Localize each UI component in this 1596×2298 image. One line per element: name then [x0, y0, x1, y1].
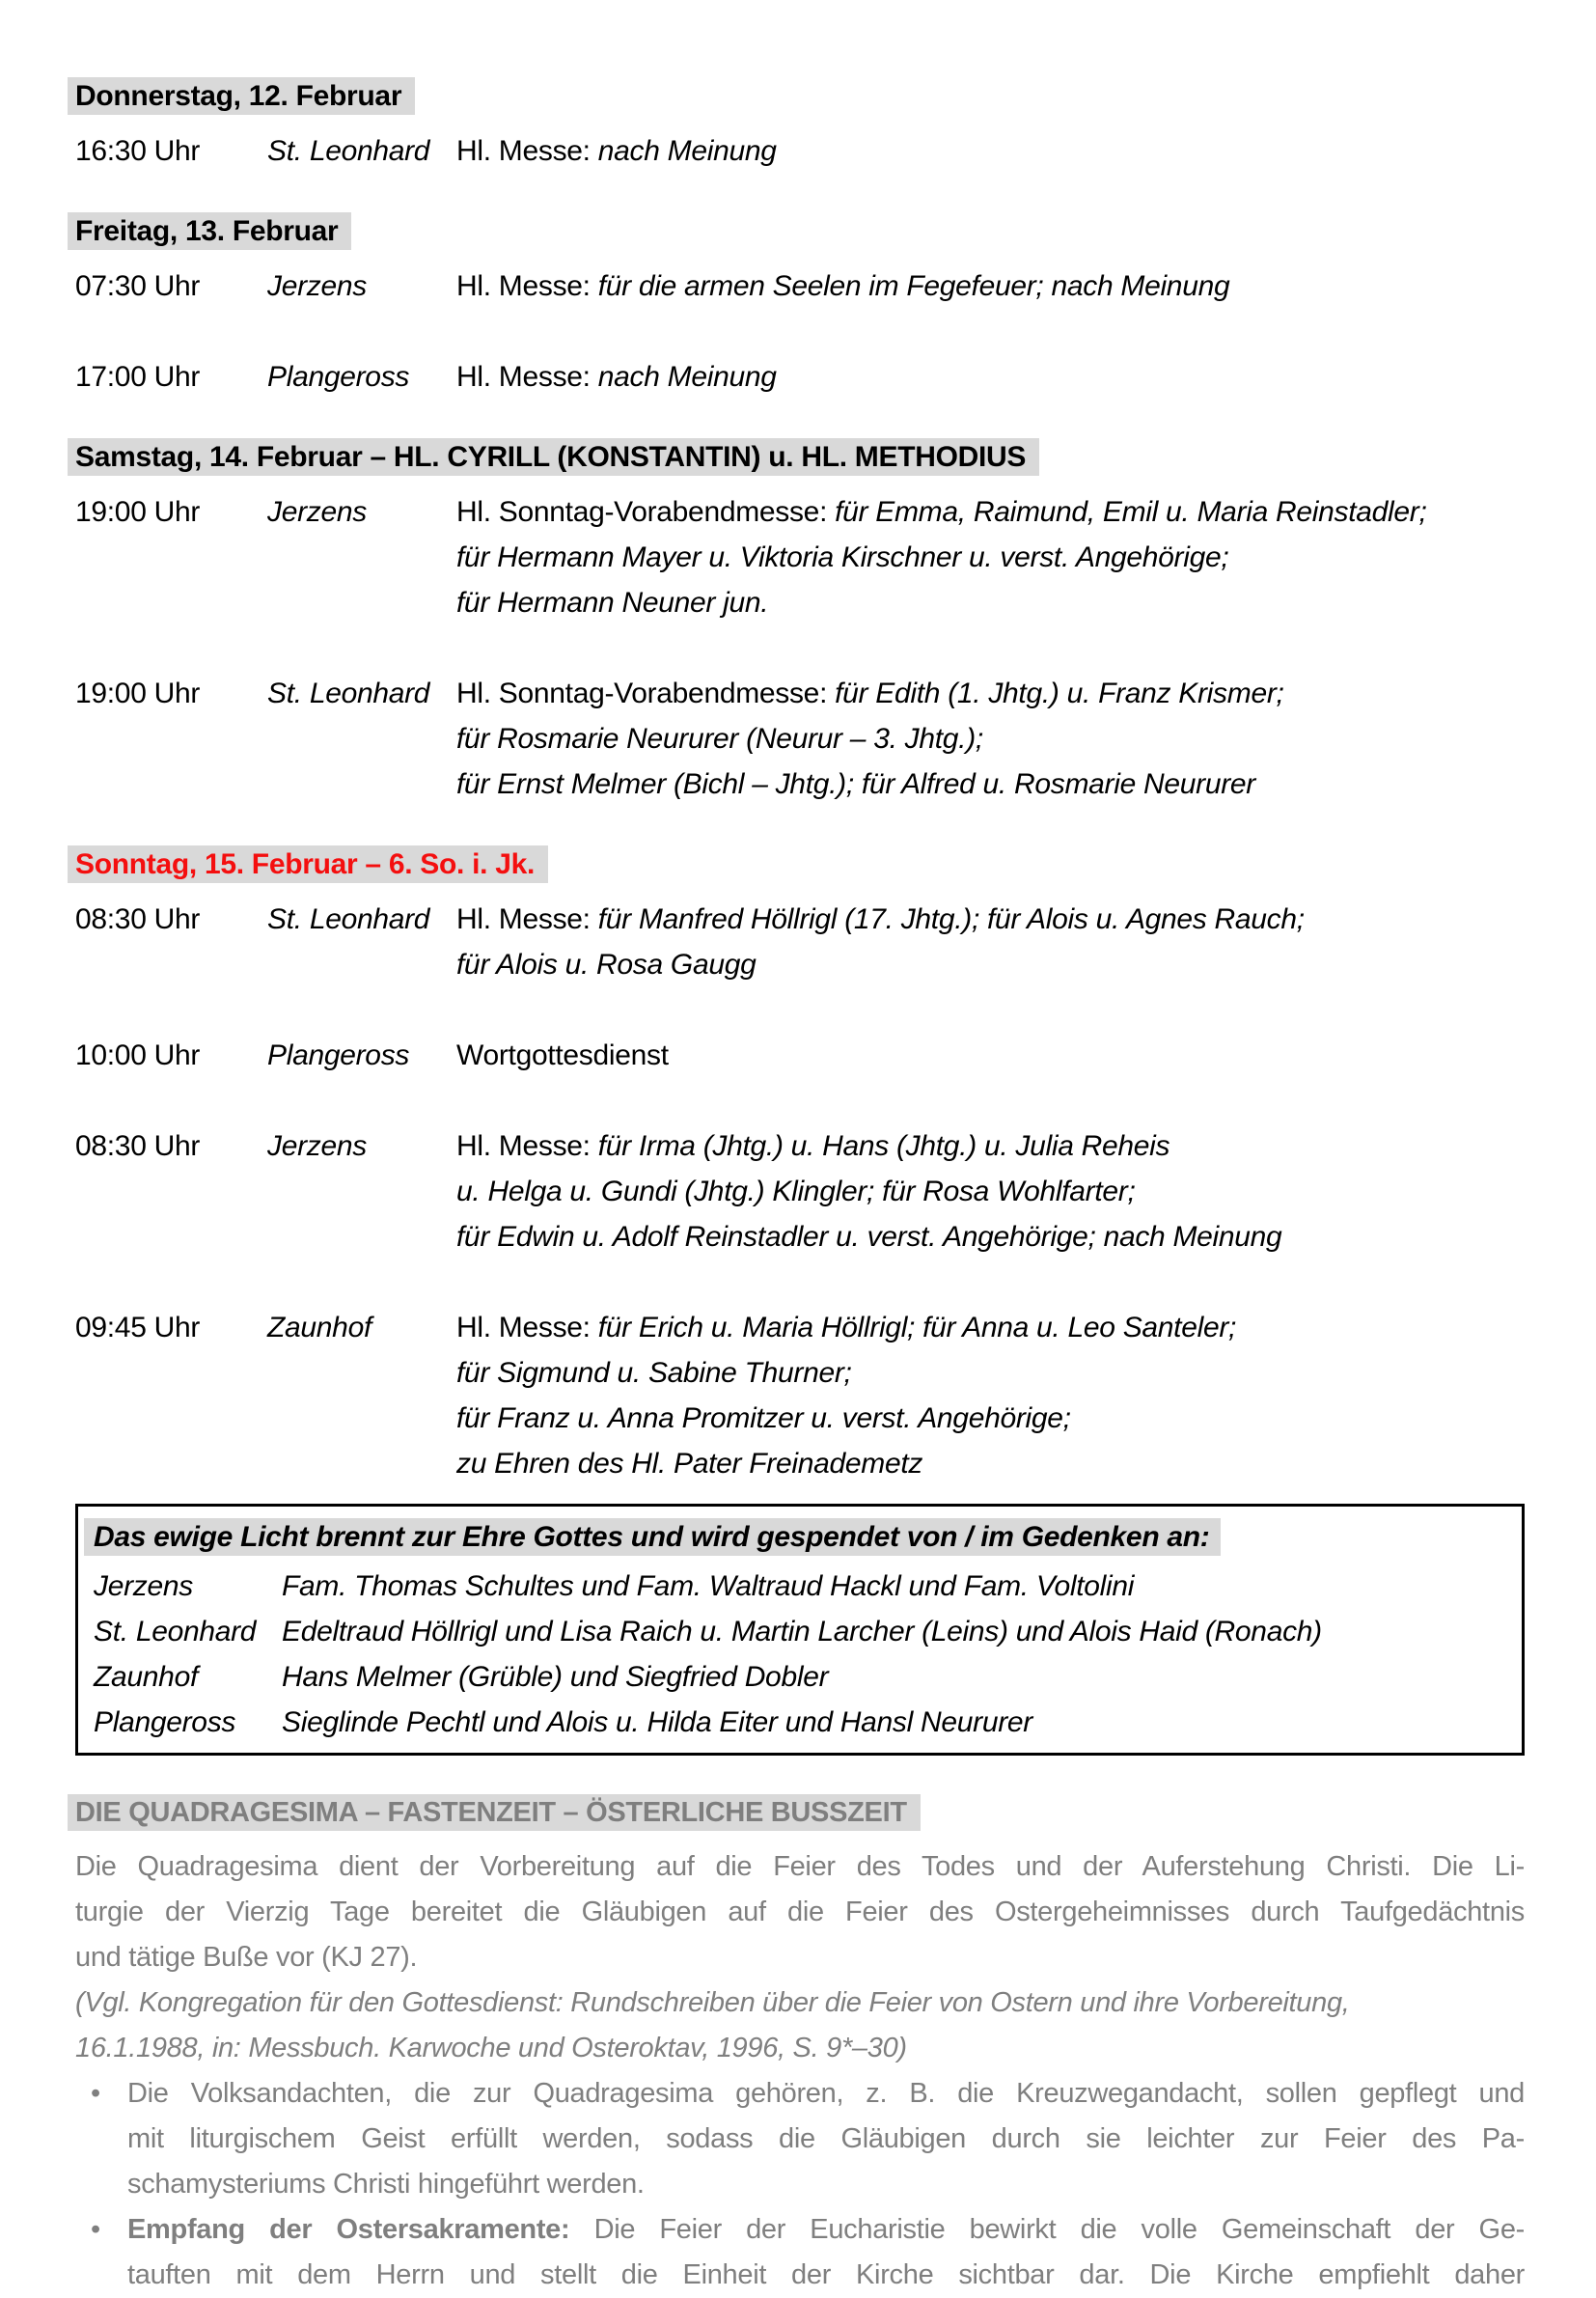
mass-intention: für Alois u. Rosa Gaugg	[456, 949, 757, 981]
quadragesima-heading	[75, 1790, 1525, 1836]
entry-description	[456, 1123, 1525, 1260]
description-line	[456, 128, 1525, 174]
day-section-sonntag	[75, 842, 1525, 1486]
mass-type: Hl. Messe:	[456, 1130, 598, 1162]
entry-description	[456, 263, 1525, 309]
bullet-item	[75, 2071, 1525, 2207]
ewiges-licht-row	[94, 1654, 1510, 1700]
bullet-line: schamysteriums Christi hingeführt werden.	[127, 2169, 645, 2200]
entry-description	[456, 489, 1525, 625]
schedule-entry	[75, 354, 1525, 400]
bullet-line	[127, 2207, 1525, 2253]
citation-line: 16.1.1988, in: Messbuch. Karwoche und Osteroktav, 1996, S. 9*–30)	[75, 2033, 907, 2063]
description-line	[456, 1169, 1525, 1214]
entry-description	[456, 897, 1525, 987]
description-line	[456, 897, 1525, 942]
ewiges-licht-title	[94, 1514, 1510, 1560]
description-line	[456, 671, 1525, 716]
entry-time: 16:30 Uhr	[75, 135, 201, 167]
ewiges-licht-title-label: Das ewige Licht brennt zur Ehre Gottes und wird gespendet von / im Gedenken an:	[84, 1518, 1221, 1556]
entry-location: Jerzens	[267, 496, 367, 528]
mass-intention: für Erich u. Maria Höllrigl; für Anna u. Leo Santeler;	[597, 1312, 1237, 1343]
bullet-item	[75, 2207, 1525, 2298]
description-line	[456, 1396, 1525, 1441]
ewiges-licht-row	[94, 1609, 1510, 1654]
schedule-entry	[75, 1305, 1525, 1486]
mass-intention: für Sigmund u. Sabine Thurner;	[456, 1357, 852, 1389]
licht-donors: Sieglinde Pechtl und Alois u. Hilda Eiter und Hansl Neururer	[282, 1706, 1032, 1738]
day-header-label: Freitag, 13. Februar	[68, 212, 351, 250]
entry-time: 19:00 Uhr	[75, 496, 201, 528]
entry-time: 09:45 Uhr	[75, 1312, 201, 1343]
licht-donors: Hans Melmer (Grüble) und Siegfried Dobler	[282, 1661, 829, 1693]
quadragesima-section	[75, 1790, 1525, 2298]
paragraph-line: turgie der Vierzig Tage bereitet die Gläubigen auf die Feier des Ostergeheimnisses durch Taufgedächtnis	[75, 1897, 1525, 1927]
mass-intention: zu Ehren des Hl. Pater Freinademetz	[456, 1448, 923, 1480]
description-line	[456, 1123, 1525, 1169]
entry-description	[456, 354, 1525, 400]
entry-location: Plangeross	[267, 1039, 410, 1071]
entry-description	[456, 1305, 1525, 1486]
mass-intention: für Ernst Melmer (Bichl – Jhtg.); für Alfred u. Rosmarie Neururer	[456, 768, 1255, 800]
quadragesima-paragraph	[75, 1844, 1525, 1980]
schedule-entry	[75, 1033, 1525, 1078]
mass-intention: für Irma (Jhtg.) u. Hans (Jhtg.) u. Julia Reheis	[597, 1130, 1170, 1162]
entry-time: 08:30 Uhr	[75, 1130, 201, 1162]
entry-location: Jerzens	[267, 1130, 367, 1162]
mass-intention: für Hermann Neuner jun.	[456, 587, 769, 619]
mass-intention: für Manfred Höllrigl (17. Jhtg.); für Alois u. Agnes Rauch;	[597, 903, 1305, 935]
description-line	[456, 580, 1525, 625]
description-line	[456, 535, 1525, 580]
entry-location: St. Leonhard	[267, 903, 430, 935]
licht-place: Jerzens	[94, 1570, 193, 1602]
paragraph-line: und tätige Buße vor (KJ 27).	[75, 1942, 418, 1973]
description-line	[456, 1441, 1525, 1486]
ewiges-licht-row	[94, 1700, 1510, 1745]
description-line	[456, 761, 1525, 807]
mass-intention: u. Helga u. Gundi (Jhtg.) Klingler; für Rosa Wohlfarter;	[456, 1176, 1136, 1207]
entry-time: 17:00 Uhr	[75, 361, 201, 393]
entry-location: Plangeross	[267, 361, 410, 393]
bullet-line: mit liturgischem Geist erfüllt werden, sodass die Gläubigen durch sie leichter zur Feier des Pa-	[127, 2123, 1525, 2154]
day-header	[75, 842, 1525, 887]
entry-location: St. Leonhard	[267, 135, 430, 167]
entry-time: 08:30 Uhr	[75, 903, 201, 935]
description-line	[456, 1350, 1525, 1396]
entry-time: 19:00 Uhr	[75, 678, 201, 709]
entry-description	[456, 1033, 1525, 1078]
entry-description	[456, 128, 1525, 174]
bullet-line: • Die Volksandachten, die zur Quadragesima gehören, z. B. die Kreuzwegandacht, sollen gepflegt und	[127, 2078, 1525, 2109]
schedule-entry	[75, 897, 1525, 987]
description-line	[456, 263, 1525, 309]
service-type: Wortgottesdienst	[456, 1039, 669, 1071]
licht-donors: Edeltraud Höllrigl und Lisa Raich u. Martin Larcher (Leins) und Alois Haid (Ronach)	[282, 1616, 1322, 1647]
description-line	[456, 1033, 1525, 1078]
bullet-bold-lead: Empfang der Ostersakramente:	[127, 2214, 594, 2245]
entry-location: St. Leonhard	[267, 678, 430, 709]
citation	[75, 1980, 1525, 2071]
day-header	[75, 434, 1525, 480]
schedule-entry	[75, 489, 1525, 625]
mass-intention: für Franz u. Anna Promitzer u. verst. Angehörige;	[456, 1402, 1071, 1434]
licht-place: Zaunhof	[94, 1661, 198, 1693]
schedule-entry	[75, 1123, 1525, 1260]
citation-line: (Vgl. Kongregation für den Gottesdienst: Rundschreiben über die Feier von Ostern und ihre Vorbereitung,	[75, 1987, 1350, 2018]
mass-type: Hl. Messe:	[456, 361, 598, 393]
entry-location: Zaunhof	[267, 1312, 371, 1343]
mass-intention: nach Meinung	[597, 135, 777, 167]
mass-intention: für Edwin u. Adolf Reinstadler u. verst. Angehörige; nach Meinung	[456, 1221, 1282, 1253]
schedule-entry	[75, 671, 1525, 807]
bullet-line-text: Die Feier der Eucharistie bewirkt die volle Gemeinschaft der Ge-	[593, 2214, 1525, 2245]
description-line	[456, 354, 1525, 400]
day-header-label: Donnerstag, 12. Februar	[68, 77, 415, 115]
quadragesima-heading-label: DIE QUADRAGESIMA – FASTENZEIT – ÖSTERLICHE BUSSZEIT	[68, 1794, 921, 1831]
mass-type: Hl. Sonntag-Vorabendmesse:	[456, 678, 836, 709]
ewiges-licht-row	[94, 1564, 1510, 1609]
day-section-freitag	[75, 208, 1525, 400]
description-line	[456, 1214, 1525, 1260]
licht-place: Plangeross	[94, 1706, 236, 1738]
mass-intention: für Edith (1. Jhtg.) u. Franz Krismer;	[835, 678, 1284, 709]
schedule-entry	[75, 263, 1525, 309]
entry-description	[456, 671, 1525, 807]
day-header-label: Sonntag, 15. Februar – 6. So. i. Jk.	[68, 845, 548, 883]
schedule-entry	[75, 128, 1525, 174]
mass-type: Hl. Messe:	[456, 270, 598, 302]
licht-donors: Fam. Thomas Schultes und Fam. Waltraud Hackl und Fam. Voltolini	[282, 1570, 1135, 1602]
entry-time: 10:00 Uhr	[75, 1039, 201, 1071]
entry-location: Jerzens	[267, 270, 367, 302]
entry-time: 07:30 Uhr	[75, 270, 201, 302]
mass-type: Hl. Messe:	[456, 1312, 598, 1343]
day-section-donnerstag	[75, 73, 1525, 174]
mass-intention: für Rosmarie Neururer (Neurur – 3. Jhtg.);	[456, 723, 983, 755]
ewiges-licht-box	[75, 1504, 1525, 1756]
day-header-label: Samstag, 14. Februar – HL. CYRILL (KONSTANTIN) u. HL. METHODIUS	[68, 438, 1039, 476]
mass-type: Hl. Messe:	[456, 903, 598, 935]
mass-intention: für die armen Seelen im Fegefeuer; nach Meinung	[597, 270, 1230, 302]
mass-intention: für Hermann Mayer u. Viktoria Kirschner u. verst. Angehörige;	[456, 541, 1229, 573]
paragraph-line: Die Quadragesima dient der Vorbereitung auf die Feier des Todes und der Auferstehung Christi. Die Li-	[75, 1851, 1525, 1882]
day-header	[75, 73, 1525, 119]
mass-type: Hl. Sonntag-Vorabendmesse:	[456, 496, 836, 528]
description-line	[456, 716, 1525, 761]
bullet-line: tauften mit dem Herrn und stellt die Einheit der Kirche sichtbar dar. Die Kirche empfiehlt daher	[127, 2259, 1525, 2290]
licht-place: St. Leonhard	[94, 1616, 257, 1647]
mass-intention: nach Meinung	[597, 361, 777, 393]
day-section-samstag	[75, 434, 1525, 807]
description-line	[456, 942, 1525, 987]
description-line	[456, 1305, 1525, 1350]
description-line	[456, 489, 1525, 535]
day-header	[75, 208, 1525, 254]
mass-intention: für Emma, Raimund, Emil u. Maria Reinstadler;	[835, 496, 1427, 528]
mass-type: Hl. Messe:	[456, 135, 598, 167]
